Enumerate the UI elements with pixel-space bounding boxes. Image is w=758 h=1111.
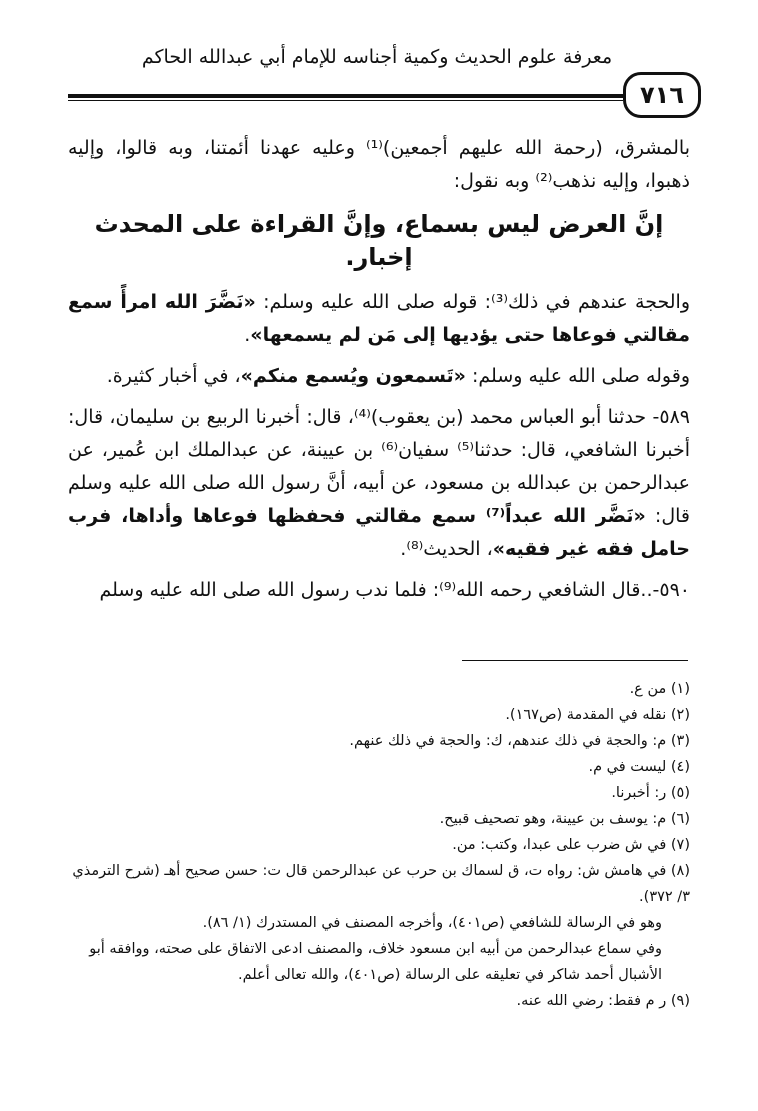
footnote-8-continued-2: وفي سماع عبدالرحمن من أبيه ابن مسعود خلاف، والمصنف ادعى الاتفاق على صحته، ووافقه أبو الأشبال أحمد شاكر في تعليقه على الرسالة (ص٤٠١)، والله تعالى أعلم.	[89, 941, 662, 983]
footnote-2: (٢) نقله في المقدمة (ص١٦٧).	[505, 707, 690, 723]
bold-statement: إنَّ العرض ليس بسماع، وإنَّ القراءة على المحدث إخبار.	[94, 210, 664, 271]
footnote-5: (٥) ر: أخبرنا.	[611, 785, 690, 801]
hadith-quote-2: «تَسمعون ويُسمع منكم»	[240, 365, 466, 387]
running-header: معرفة علوم الحديث وكمية أجناسه للإمام أبي عبدالله الحاكم	[141, 46, 613, 68]
paragraph-2	[68, 286, 690, 352]
footnote-separator	[462, 660, 688, 661]
footnote-8-continued-1: وهو في الرسالة للشافعي (ص٤٠١)، وأخرجه المصنف في المستدرك (١/ ٨٦).	[202, 915, 662, 931]
narration-589	[68, 401, 690, 566]
footnote-9: (٩) ر م فقط: رضي الله عنه.	[516, 993, 690, 1009]
footnotes	[68, 676, 690, 1014]
paragraph-1: بالمشرق، (رحمة الله عليهم أجمعين)⁽¹⁾ وعليه عهدنا أئمتنا، وبه قالوا، وإليه ذهبوا، وإليه نذهب⁽²⁾ وبه نقول:	[68, 137, 690, 192]
footnote-3: (٣) م: والحجة في ذلك عندهم، ك: والحجة في ذلك عنهم.	[349, 733, 690, 749]
hadith-quote-3: «نَضَّر الله عبداً⁽⁷⁾ سمع مقالتي فحفظها فوعاها وأداها، فرب حامل فقه غير فقيه»	[68, 505, 690, 560]
main-text	[68, 132, 690, 615]
paragraph-3-intro: وقوله صلى الله عليه وسلم:	[465, 365, 690, 387]
narration-589-end: ، الحديث⁽⁸⁾.	[400, 538, 493, 560]
paragraph-3	[68, 360, 690, 393]
footnote-1: (١) من ع.	[629, 681, 690, 697]
paragraph-3-end: ، في أخبار كثيرة.	[106, 365, 241, 387]
paragraph-2-end: .	[244, 324, 251, 346]
page-number: ٧١٦	[623, 72, 701, 118]
header-rule	[68, 94, 623, 98]
footnote-7: (٧) في ش ضرب على عبدا، وكتب: من.	[452, 837, 690, 853]
header-rule-thin	[68, 100, 623, 101]
footnote-6: (٦) م: يوسف بن عيينة، وهو تصحيف قبيح.	[439, 811, 690, 827]
narration-589-chain: ٥٨٩- حدثنا أبو العباس محمد (بن يعقوب)⁽⁴⁾، قال: أخبرنا الربيع بن سليمان، قال: أخبرنا الشافعي، قال: حدثنا⁽⁵⁾ سفيان⁽⁶⁾ بن عيينة، عن عبدالملك ابن عُمير، عن عبدالرحمن بن عبدالله بن مسعود، عن أبيه، أنَّ رسول الله صلى الله عليه وسلم قال:	[68, 406, 690, 527]
hadith-quote-1: «نَضَّرَ الله امرأً سمع مقالتي فوعاها حتى يؤديها إلى مَن لم يسمعها»	[68, 291, 690, 346]
narration-590: ٥٩٠-..قال الشافعي رحمه الله⁽⁹⁾: فلما ندب رسول الله صلى الله عليه وسلم	[99, 579, 690, 601]
footnote-8: (٨) في هامش ش: رواه ت، ق لسماك بن حرب عن عبدالرحمن قال ت: حسن صحيح أهـ (شرح الترمذي ٣/ ٣٧٢).	[72, 863, 690, 905]
footnote-4: (٤) ليست في م.	[588, 759, 690, 775]
paragraph-2-intro: والحجة عندهم في ذلك⁽³⁾: قوله صلى الله عليه وسلم:	[255, 291, 691, 313]
